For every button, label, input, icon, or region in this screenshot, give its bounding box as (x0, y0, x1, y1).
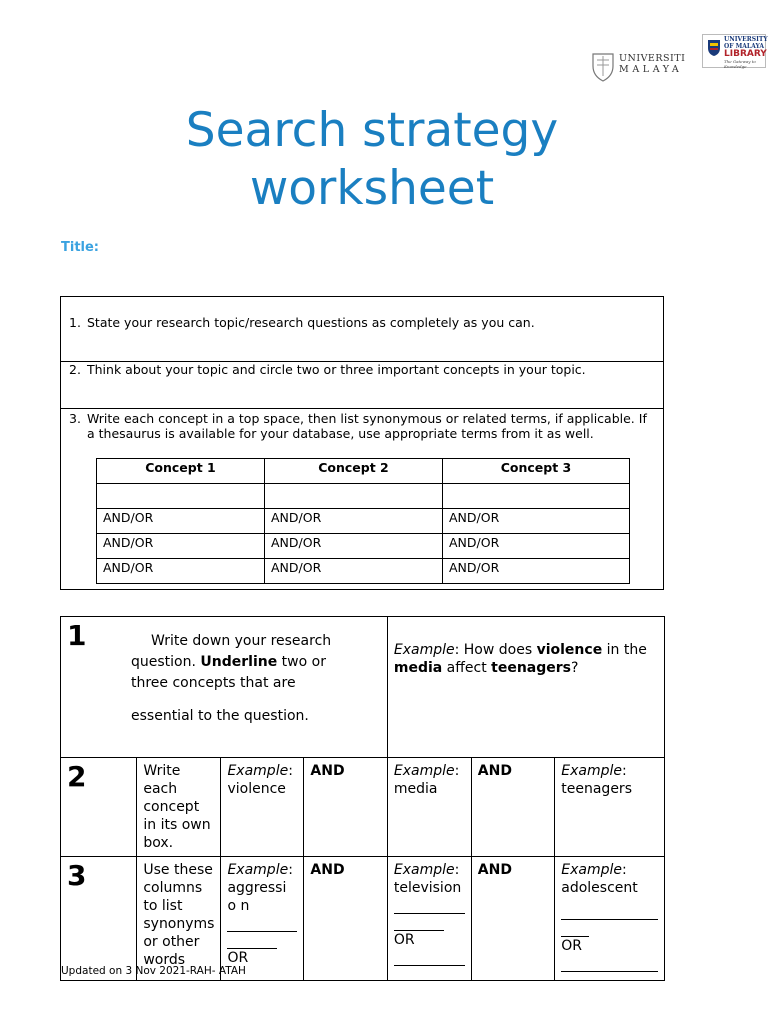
row-1-instruction-cell (61, 617, 388, 758)
concept-cell (443, 484, 630, 509)
universiti-malaya-logo (591, 50, 686, 84)
concept-cell: AND/OR (97, 534, 265, 559)
concept-table (96, 458, 630, 584)
concept-cell: AND/OR (265, 534, 443, 559)
blank-line (561, 955, 658, 972)
row-1-instruction: Write down your research question. Underline two or three concepts that are essential to the question. (131, 633, 332, 724)
example-cell: Example: adolescent OR (555, 857, 665, 981)
title-field-label: Title: (61, 240, 100, 255)
um-logo-text: UNIVERSITI MALAYA (619, 53, 686, 75)
concept-header-row (97, 459, 630, 484)
concept-row (97, 534, 630, 559)
blank-line (227, 932, 277, 949)
example-row-2 (61, 758, 665, 857)
step-1-row (61, 297, 663, 362)
example-cell: Example: teenagers (555, 758, 665, 857)
example-table (60, 616, 665, 981)
example-cell: Example: aggressio n OR (221, 857, 304, 981)
and-cell: AND (471, 857, 554, 981)
library-logo-text: UNIVERSITY OF MALAYA LIBRARY The Gateway to Knowledge (724, 36, 768, 69)
concept-row (97, 509, 630, 534)
row-2-instruction: Write each concept in its own box. (137, 758, 221, 857)
row-3-instruction: Use these columns to list synonyms or other words (137, 857, 221, 981)
and-cell: AND (304, 857, 387, 981)
row-number-cell: 2 (61, 758, 137, 857)
concept-cell (97, 484, 265, 509)
example-cell: Example: media (387, 758, 471, 857)
concept-cell: AND/OR (265, 509, 443, 534)
library-crest-icon (707, 39, 721, 57)
concept-cell: AND/OR (97, 509, 265, 534)
blank-line (561, 897, 658, 920)
footer-updated-note: Updated on 3 Nov 2021-RAH- ATAH (61, 965, 246, 977)
concept-cell: AND/OR (443, 534, 630, 559)
concept-2-header: Concept 2 (265, 459, 443, 484)
page-title: Search strategy worksheet (185, 103, 559, 216)
example-cell: Example: television OR (387, 857, 471, 981)
step-1: 1. State your research topic/research questions as completely as you can. (69, 315, 535, 330)
concept-1-header: Concept 1 (97, 459, 265, 484)
concept-cell: AND/OR (443, 559, 630, 584)
concept-row (97, 559, 630, 584)
example-cell: Example: violence (221, 758, 304, 857)
example-row-1 (61, 617, 665, 758)
step-2-row (61, 362, 663, 409)
university-crest-icon (591, 50, 615, 82)
concept-row (97, 484, 630, 509)
and-cell: AND (304, 758, 387, 857)
row-number-cell: 3 (61, 857, 137, 981)
concept-cell (265, 484, 443, 509)
example-row-3 (61, 857, 665, 981)
concept-cell: AND/OR (97, 559, 265, 584)
blank-line (394, 914, 444, 931)
blank-line (394, 949, 465, 966)
row-1-example-cell: Example: How does violence in the media affect teenagers? (387, 617, 664, 758)
blank-line (394, 897, 465, 914)
step-2: 2. Think about your topic and circle two or three important concepts in your topic. (69, 362, 586, 377)
concept-3-header: Concept 3 (443, 459, 630, 484)
blank-line (227, 915, 297, 932)
um-library-logo (702, 34, 766, 68)
step-3: 3. Write each concept in a top space, then list synonymous or related terms, if applicable. If a thesaurus is available for your database, use appropriate terms from it as well. (69, 411, 647, 441)
steps-box (60, 296, 664, 590)
row-number: 1 (67, 619, 87, 652)
concept-cell: AND/OR (443, 509, 630, 534)
concept-cell: AND/OR (265, 559, 443, 584)
blank-line (561, 920, 589, 937)
and-cell: AND (471, 758, 554, 857)
